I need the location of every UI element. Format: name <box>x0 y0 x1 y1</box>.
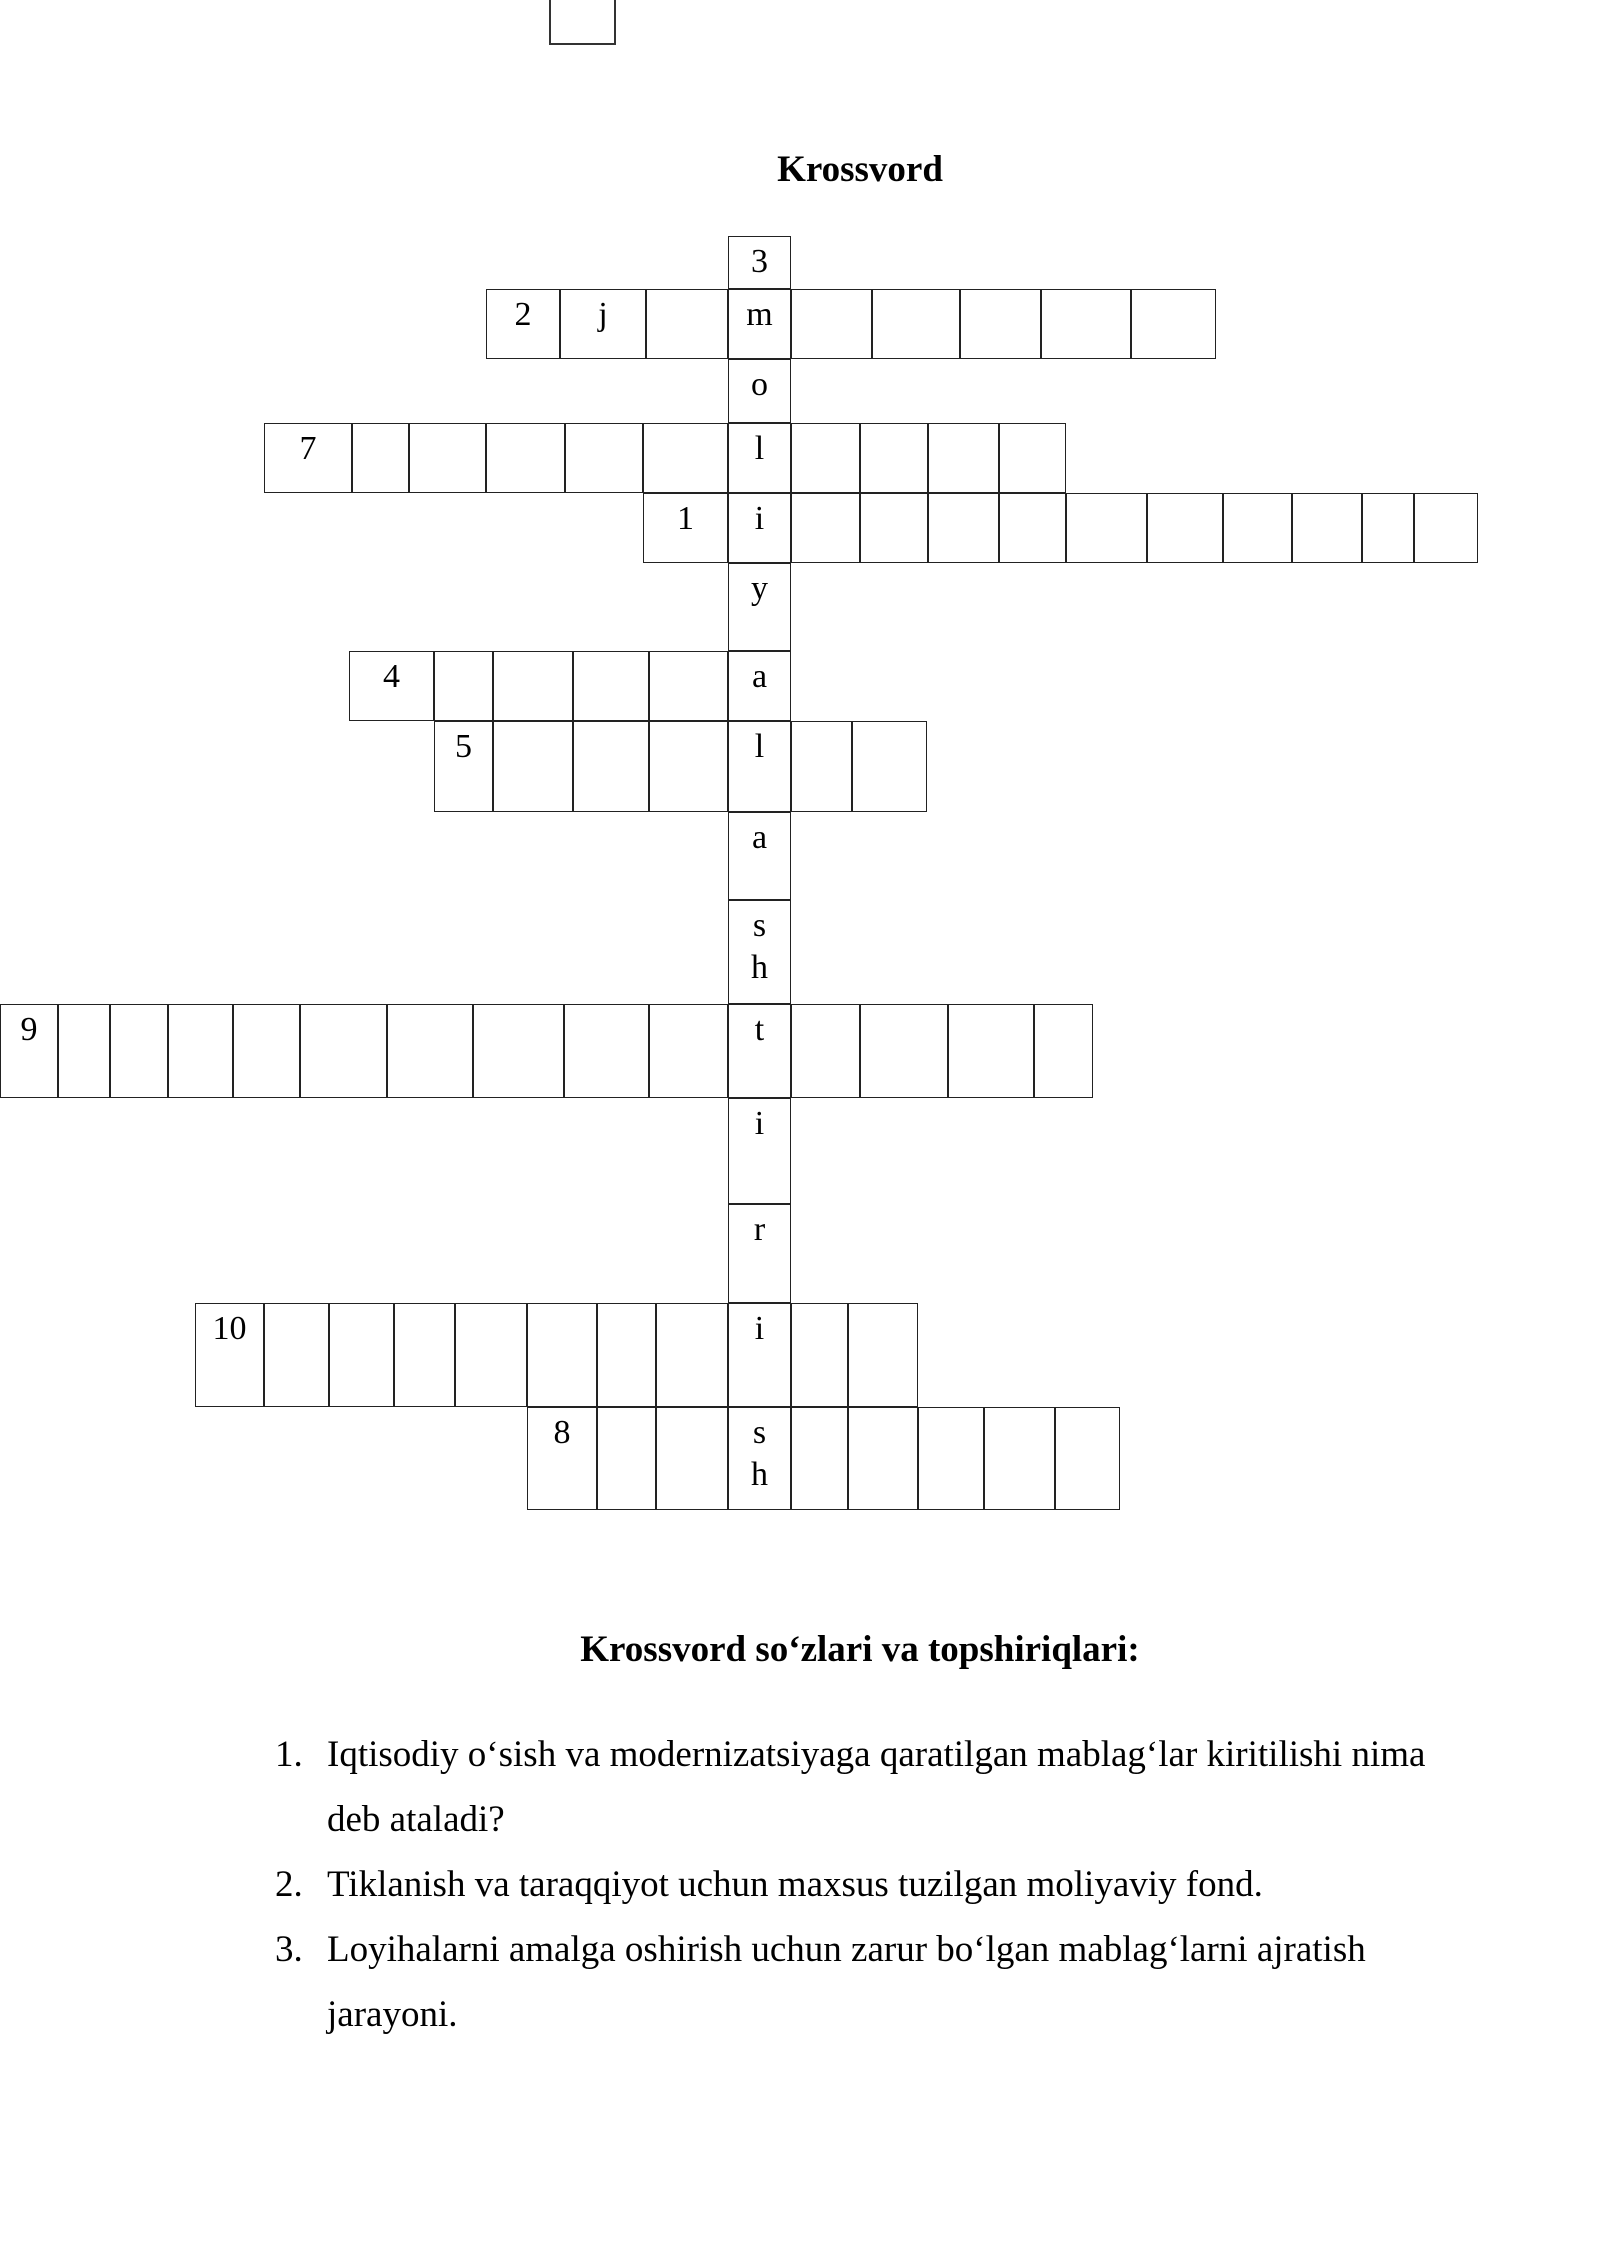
cell-letter: s h <box>751 1414 768 1493</box>
cell-letter: s h <box>751 907 768 986</box>
cell-letter: i <box>754 1105 765 1142</box>
page-title: Krossvord <box>777 149 943 190</box>
letter-cell[interactable] <box>791 423 860 493</box>
clue-number-cell[interactable] <box>0 1004 58 1098</box>
letter-cell[interactable] <box>1066 493 1147 563</box>
vertical-letter-cell[interactable] <box>728 1004 791 1098</box>
letter-cell[interactable] <box>649 1004 728 1098</box>
letter-cell[interactable] <box>646 289 728 359</box>
letter-cell[interactable] <box>233 1004 300 1098</box>
letter-cell[interactable] <box>928 493 999 563</box>
vertical-letter-cell[interactable] <box>728 900 791 1004</box>
letter-cell[interactable] <box>409 423 486 493</box>
letter-cell[interactable] <box>649 721 728 812</box>
clue-number: 10 <box>212 1310 247 1347</box>
task-text: Loyihalarni amalga oshirish uchun zarur bo‘lgan mablag‘larni ajratish jarayoni. <box>327 1929 1366 2035</box>
letter-cell[interactable] <box>1147 493 1223 563</box>
letter-cell[interactable] <box>791 1004 860 1098</box>
vertical-letter-cell[interactable] <box>728 563 791 651</box>
letter-cell[interactable] <box>928 423 999 493</box>
cell-letter: r <box>753 1211 766 1248</box>
letter-cell[interactable] <box>1414 493 1478 563</box>
letter-cell[interactable] <box>848 1407 918 1510</box>
letter-cell[interactable] <box>960 289 1041 359</box>
clue-number-cell[interactable] <box>486 289 560 359</box>
cell-letter: l <box>754 728 765 765</box>
letter-cell[interactable] <box>394 1303 455 1407</box>
task-text: Iqtisodiy o‘sish va modernizatsiyaga qaratilgan mablag‘lar kiritilishi nima deb ataladi? <box>327 1734 1426 1840</box>
letter-cell[interactable] <box>1292 493 1362 563</box>
letter-cell[interactable] <box>597 1407 656 1510</box>
cell-letter: l <box>754 430 765 467</box>
letter-cell[interactable] <box>434 651 493 721</box>
letter-cell[interactable] <box>455 1303 527 1407</box>
cell-letter: j <box>598 296 608 333</box>
task-item <box>275 1722 1475 1852</box>
letter-cell[interactable] <box>791 1407 848 1510</box>
letter-cell[interactable] <box>329 1303 394 1407</box>
letter-cell[interactable] <box>1362 493 1414 563</box>
letter-cell[interactable] <box>872 289 960 359</box>
clue-number-cell[interactable] <box>434 721 493 812</box>
letter-cell[interactable] <box>999 493 1066 563</box>
vertical-letter-cell[interactable] <box>728 721 791 812</box>
clue-number-cell[interactable] <box>643 493 728 563</box>
letter-cell[interactable] <box>656 1407 728 1510</box>
vertical-letter-cell[interactable] <box>728 1303 791 1407</box>
letter-cell[interactable] <box>560 289 646 359</box>
clue-number-cell[interactable] <box>728 236 791 289</box>
letter-cell[interactable] <box>573 721 649 812</box>
letter-cell[interactable] <box>984 1407 1055 1510</box>
letter-cell[interactable] <box>848 1303 918 1407</box>
cell-letter: i <box>754 1310 765 1347</box>
letter-cell[interactable] <box>387 1004 473 1098</box>
letter-cell[interactable] <box>860 493 928 563</box>
letter-cell[interactable] <box>649 651 728 721</box>
clue-number-cell[interactable] <box>195 1303 264 1407</box>
letter-cell[interactable] <box>852 721 927 812</box>
vertical-letter-cell[interactable] <box>728 812 791 900</box>
clue-number: 1 <box>677 500 694 537</box>
letter-cell[interactable] <box>493 721 573 812</box>
letter-cell[interactable] <box>1223 493 1292 563</box>
letter-cell[interactable] <box>58 1004 110 1098</box>
vertical-letter-cell[interactable] <box>728 1204 791 1303</box>
letter-cell[interactable] <box>918 1407 984 1510</box>
letter-cell[interactable] <box>791 721 852 812</box>
letter-cell[interactable] <box>1034 1004 1093 1098</box>
letter-cell[interactable] <box>597 1303 656 1407</box>
letter-cell[interactable] <box>791 1303 848 1407</box>
letter-cell[interactable] <box>860 423 928 493</box>
clue-number: 9 <box>20 1011 38 1048</box>
letter-cell[interactable] <box>473 1004 564 1098</box>
clue-number: 4 <box>383 658 400 695</box>
task-text: Tiklanish va taraqqiyot uchun maxsus tuzilgan moliyaviy fond. <box>327 1864 1263 1905</box>
letter-cell[interactable] <box>791 493 860 563</box>
cell-letter: t <box>754 1011 765 1048</box>
letter-cell[interactable] <box>1055 1407 1120 1510</box>
clue-number: 5 <box>455 728 472 765</box>
letter-cell[interactable] <box>352 423 409 493</box>
cell-letter: a <box>751 658 768 695</box>
letter-cell[interactable] <box>564 1004 649 1098</box>
task-number: 2. <box>275 1864 303 1905</box>
letter-cell[interactable] <box>110 1004 168 1098</box>
vertical-letter-cell[interactable] <box>728 359 791 423</box>
letter-cell[interactable] <box>264 1303 329 1407</box>
letter-cell[interactable] <box>1041 289 1131 359</box>
task-list <box>275 1722 1475 2047</box>
task-item <box>275 1852 1475 1917</box>
letter-cell[interactable] <box>948 1004 1034 1098</box>
clue-number: 7 <box>299 430 317 467</box>
letter-cell[interactable] <box>527 1303 597 1407</box>
letter-cell[interactable] <box>565 423 643 493</box>
task-number: 3. <box>275 1929 303 1970</box>
vertical-letter-cell[interactable] <box>728 651 791 721</box>
clue-number-cell[interactable] <box>349 651 434 721</box>
letter-cell[interactable] <box>168 1004 233 1098</box>
letter-cell[interactable] <box>656 1303 728 1407</box>
vertical-letter-cell[interactable] <box>728 423 791 493</box>
letter-cell[interactable] <box>300 1004 387 1098</box>
clue-number: 8 <box>553 1414 571 1451</box>
cell-letter: i <box>754 500 765 537</box>
letter-cell[interactable] <box>573 651 649 721</box>
letter-cell[interactable] <box>643 423 728 493</box>
letter-cell[interactable] <box>493 651 573 721</box>
letter-cell[interactable] <box>791 289 872 359</box>
clue-number-cell[interactable] <box>264 423 352 493</box>
task-number: 1. <box>275 1734 303 1775</box>
task-item <box>275 1917 1475 2047</box>
cell-letter: a <box>751 819 768 856</box>
cell-letter: m <box>746 296 773 333</box>
letter-cell[interactable] <box>486 423 565 493</box>
clue-number-cell[interactable] <box>527 1407 597 1510</box>
cell-letter: y <box>751 570 768 607</box>
vertical-letter-cell[interactable] <box>728 493 791 563</box>
letter-cell[interactable] <box>1131 289 1216 359</box>
vertical-letter-cell[interactable] <box>728 1407 791 1510</box>
vertical-letter-cell[interactable] <box>728 1098 791 1204</box>
clue-number: 2 <box>514 296 532 333</box>
letter-cell[interactable] <box>860 1004 948 1098</box>
clue-number: 3 <box>751 243 768 280</box>
cell-letter: o <box>751 366 768 403</box>
vertical-letter-cell[interactable] <box>728 289 791 359</box>
letter-cell[interactable] <box>999 423 1066 493</box>
tasks-heading: Krossvord so‘zlari va topshiriqlari: <box>580 1629 1140 1670</box>
